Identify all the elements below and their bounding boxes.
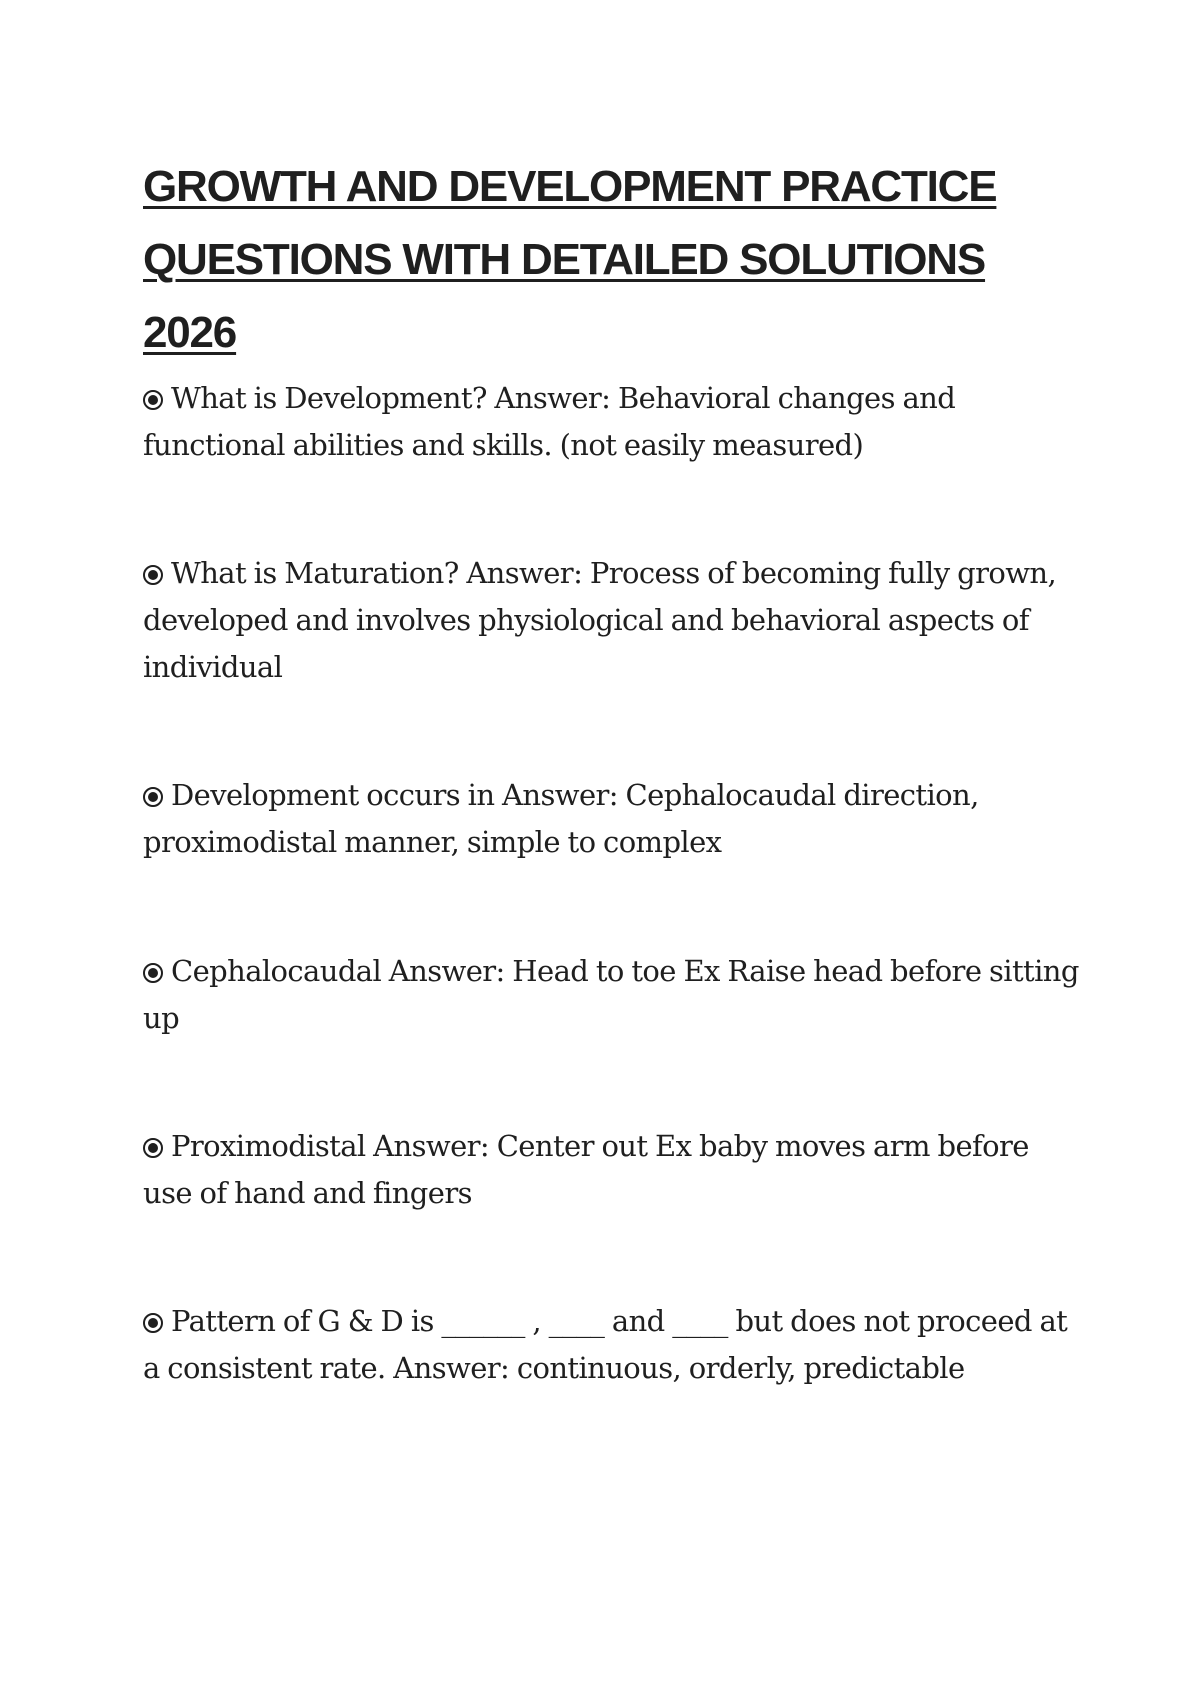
radio-bullet-icon xyxy=(143,1313,163,1333)
question-item-development xyxy=(143,375,1083,469)
radio-bullet-icon xyxy=(143,565,163,585)
radio-bullet-icon xyxy=(143,963,163,983)
question-item-pattern xyxy=(143,1298,1083,1392)
radio-bullet-icon xyxy=(143,1138,163,1158)
question-text: Proximodistal Answer: Center out Ex baby moves arm before use of hand and fingers xyxy=(143,1129,1029,1210)
document-page xyxy=(143,150,1083,369)
document-title: GROWTH AND DEVELOPMENT PRACTICE QUESTIONS WITH DETAILED SOLUTIONS 2026 xyxy=(143,162,997,357)
question-item-maturation xyxy=(143,550,1083,691)
question-text: What is Maturation? Answer: Process of becoming fully grown, developed and involves physiological and behavioral aspects of individual xyxy=(143,556,1057,684)
question-item-cephalocaudal xyxy=(143,948,1083,1042)
radio-bullet-icon xyxy=(143,787,163,807)
question-text: Development occurs in Answer: Cephalocaudal direction, proximodistal manner, simple to complex xyxy=(143,778,979,859)
radio-bullet-icon xyxy=(143,390,163,410)
question-text: Cephalocaudal Answer: Head to toe Ex Raise head before sitting up xyxy=(143,954,1079,1035)
question-item-proximodistal xyxy=(143,1123,1083,1217)
question-text: What is Development? Answer: Behavioral changes and functional abilities and skills. (not easily measured) xyxy=(143,381,956,462)
question-item-development-occurs xyxy=(143,772,1083,866)
question-text: Pattern of G & D is ______ , ____ and ____ but does not proceed at a consistent rate. Answer: continuous, orderly, predictable xyxy=(143,1304,1068,1385)
